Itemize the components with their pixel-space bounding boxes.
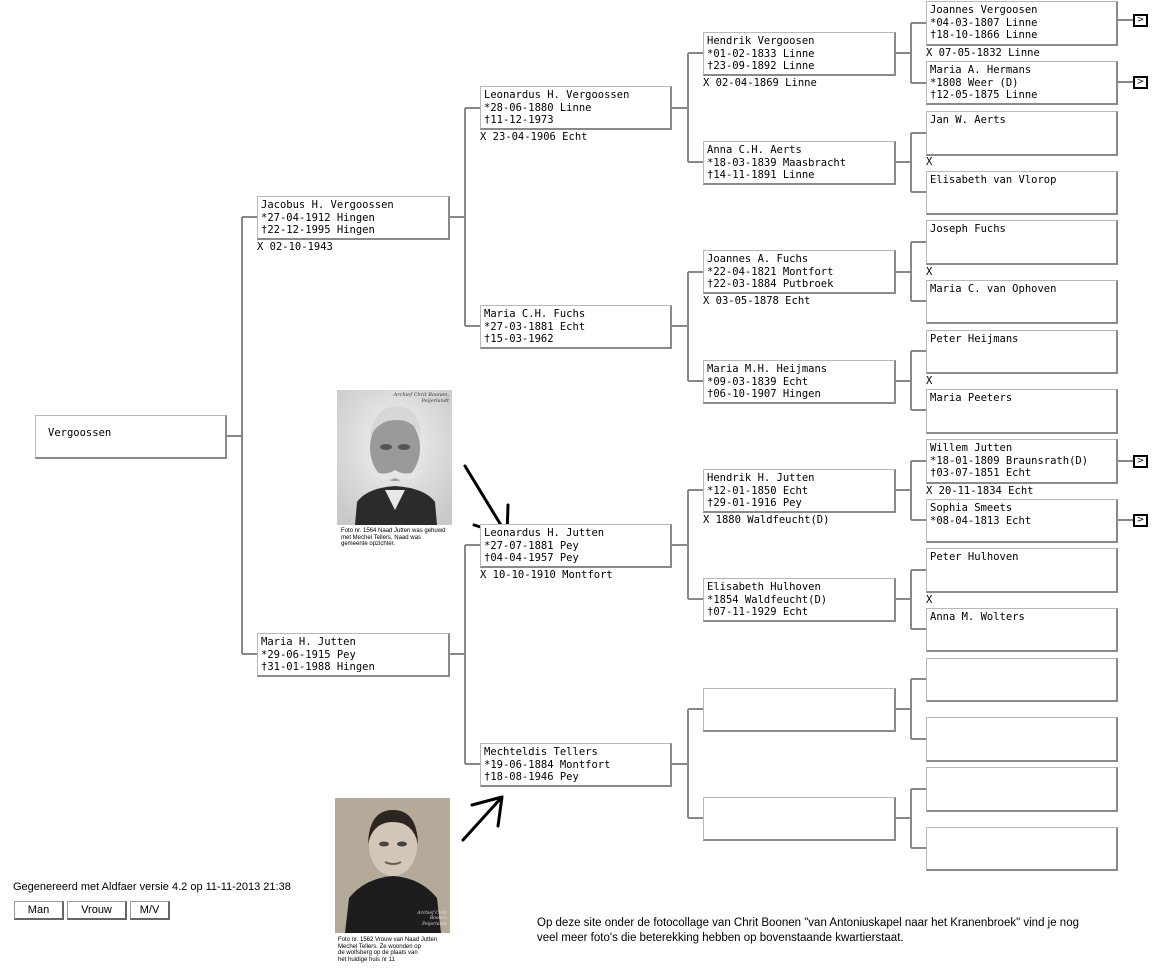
person-death: †07-11-1929 Echt	[707, 606, 809, 619]
person-box-29-empty[interactable]	[926, 717, 1118, 762]
person-box-13[interactable]	[703, 578, 896, 622]
portrait-photo-man	[337, 390, 452, 525]
person-death: †11-12-1973	[484, 114, 554, 127]
person-name: Maria Peeters	[930, 392, 1013, 404]
person-box-2[interactable]	[257, 196, 450, 240]
photo-stamp: Archief Chrit Boonen, Peijerlandt	[393, 392, 449, 404]
person-name: Maria A. Hermans	[930, 64, 1032, 76]
person-birth: *28-06-1880 Linne	[484, 101, 592, 114]
person-death: †18-10-1866 Linne	[930, 29, 1038, 42]
person-birth: *29-06-1915 Pey	[261, 648, 356, 661]
person-name: Maria C. van Ophoven	[930, 283, 1057, 295]
person-death: †22-12-1995 Hingen	[261, 224, 375, 237]
person-birth: *18-01-1809 Braunsrath(D)	[930, 454, 1089, 467]
person-box-9[interactable]	[703, 141, 896, 185]
person-name: Willem Jutten	[930, 442, 1013, 454]
person-box-15-empty[interactable]	[703, 797, 896, 841]
marriage-info: X 02-04-1869 Linne	[703, 77, 817, 89]
person-box-30-empty[interactable]	[926, 767, 1118, 812]
person-box-11[interactable]	[703, 360, 896, 404]
marriage-info: X 1880 Waldfeucht(D)	[703, 514, 830, 526]
person-name: Maria M.H. Heijmans	[707, 363, 828, 375]
marriage-info: X	[926, 375, 933, 387]
person-name: Peter Heijmans	[930, 333, 1019, 345]
person-name: Vergoossen	[48, 427, 112, 439]
person-name: Jacobus H. Vergoossen	[261, 199, 394, 211]
person-death: †23-09-1892 Linne	[707, 60, 815, 73]
marriage-info: X	[926, 156, 933, 168]
person-name: Elisabeth Hulhoven	[707, 581, 821, 593]
person-death: †29-01-1916 Pey	[707, 497, 802, 510]
person-death: †12-05-1875 Linne	[930, 89, 1038, 102]
person-death: †15-03-1962	[484, 333, 554, 346]
person-box-31-empty[interactable]	[926, 827, 1118, 871]
person-name: Hendrik Vergoosen	[707, 35, 815, 47]
person-box-10[interactable]	[703, 250, 896, 294]
person-death: †22-03-1884 Putbroek	[707, 278, 834, 291]
person-death: †03-07-1851 Echt	[930, 467, 1032, 480]
person-name: Leonardus H. Vergoossen	[484, 89, 630, 101]
person-death: †14-11-1891 Linne	[707, 169, 815, 182]
person-box-7[interactable]	[480, 743, 672, 787]
person-box-19[interactable]	[926, 171, 1118, 215]
person-box-24[interactable]	[926, 439, 1118, 484]
more-ancestors-button[interactable]: >	[1133, 455, 1148, 468]
person-birth: *18-03-1839 Maasbracht	[707, 156, 847, 169]
person-box-4[interactable]	[480, 86, 672, 130]
person-birth: *1854 Waldfeucht(D)	[707, 593, 828, 606]
person-box-22[interactable]	[926, 330, 1118, 374]
person-birth: *1808 Weer (D)	[930, 76, 1019, 89]
person-box-26[interactable]	[926, 548, 1118, 593]
person-death: †31-01-1988 Hingen	[261, 661, 375, 674]
marriage-info: X	[926, 594, 933, 606]
person-box-21[interactable]	[926, 280, 1118, 324]
person-box-27[interactable]	[926, 608, 1118, 652]
person-name: Joannes A. Fuchs	[707, 253, 809, 265]
portrait-photo-woman	[335, 798, 450, 933]
person-name: Anna M. Wolters	[930, 611, 1025, 623]
person-box-18[interactable]	[926, 111, 1118, 156]
marriage-info: X 02-10-1943	[257, 241, 333, 253]
marriage-info: X 20-11-1834 Echt	[926, 485, 1034, 497]
person-birth: *27-07-1881 Pey	[484, 539, 579, 552]
marriage-info: X	[926, 266, 933, 278]
vrouw-button[interactable]: Vrouw	[67, 901, 127, 920]
person-birth: *27-04-1912 Hingen	[261, 211, 375, 224]
person-birth: *04-03-1807 Linne	[930, 16, 1038, 29]
person-name: Leonardus H. Jutten	[484, 527, 605, 539]
person-name: Joseph Fuchs	[930, 223, 1006, 235]
marriage-info: X 07-05-1832 Linne	[926, 47, 1040, 59]
site-note: Op deze site onder de fotocollage van Chrit Boonen "van Antoniuskapel naar het Kranenbroek" vind je nog veel meer foto's die beterekking hebben op bovenstaande kwartierstaat.	[537, 917, 1079, 944]
person-box-28-empty[interactable]	[926, 658, 1118, 702]
person-box-5[interactable]	[480, 305, 672, 349]
person-box-3[interactable]	[257, 633, 450, 677]
person-box-root[interactable]	[35, 415, 227, 459]
person-birth: *01-02-1833 Linne	[707, 47, 815, 60]
person-birth: *08-04-1813 Echt	[930, 514, 1032, 527]
marriage-info: X 23-04-1906 Echt	[480, 131, 588, 143]
person-name: Maria H. Jutten	[261, 636, 356, 648]
person-name: Hendrik H. Jutten	[707, 472, 815, 484]
person-name: Peter Hulhoven	[930, 551, 1019, 563]
person-birth: *09-03-1839 Echt	[707, 375, 809, 388]
person-death: †06-10-1907 Hingen	[707, 388, 821, 401]
photo-caption: Foto nr. 1562 Vrouw van Naad Jutten Mechel Tellers. Ze woonden op de wolfsberg op de plaats van het huidige huis nr 11	[338, 937, 438, 963]
person-death: †04-04-1957 Pey	[484, 552, 579, 565]
photo-caption: Foto nr. 1564 Naad Jutten was gehuwd met Mechel Tellers. Naad was gemeente opzichter.	[341, 528, 446, 547]
person-name: Sophia Smeets	[930, 502, 1013, 514]
person-box-8[interactable]	[703, 32, 896, 76]
person-name: Maria C.H. Fuchs	[484, 308, 586, 320]
marriage-info: X 03-05-1878 Echt	[703, 295, 811, 307]
person-box-14-empty[interactable]	[703, 688, 896, 732]
person-box-23[interactable]	[926, 389, 1118, 434]
person-box-20[interactable]	[926, 220, 1118, 265]
more-ancestors-button[interactable]: >	[1133, 514, 1148, 527]
person-name: Mechteldis Tellers	[484, 746, 598, 758]
man-button[interactable]: Man	[14, 901, 64, 920]
person-box-25[interactable]	[926, 499, 1118, 543]
person-birth: *22-04-1821 Montfort	[707, 265, 834, 278]
person-box-6[interactable]	[480, 524, 672, 568]
person-box-17[interactable]	[926, 61, 1118, 105]
person-name: Jan W. Aerts	[930, 114, 1006, 126]
more-ancestors-button[interactable]: >	[1133, 76, 1148, 89]
person-birth: *27-03-1881 Echt	[484, 320, 586, 333]
person-birth: *12-01-1850 Echt	[707, 484, 809, 497]
person-name: Anna C.H. Aerts	[707, 144, 802, 156]
more-ancestors-button[interactable]: >	[1133, 14, 1148, 27]
marriage-info: X 10-10-1910 Montfort	[480, 569, 613, 581]
person-death: †18-08-1946 Pey	[484, 771, 579, 784]
person-box-16[interactable]	[926, 1, 1118, 46]
person-birth: *19-06-1884 Montfort	[484, 758, 611, 771]
photo-stamp: Archief Chrit Boonen Peijerlandt	[417, 910, 447, 927]
generated-by-text: Gegenereerd met Aldfaer versie 4.2 op 11-11-2013 21:38	[13, 881, 291, 893]
mv-button[interactable]: M/V	[130, 901, 170, 920]
person-box-12[interactable]	[703, 469, 896, 513]
person-name: Elisabeth van Vlorop	[930, 174, 1057, 186]
person-name: Joannes Vergoosen	[930, 4, 1038, 16]
